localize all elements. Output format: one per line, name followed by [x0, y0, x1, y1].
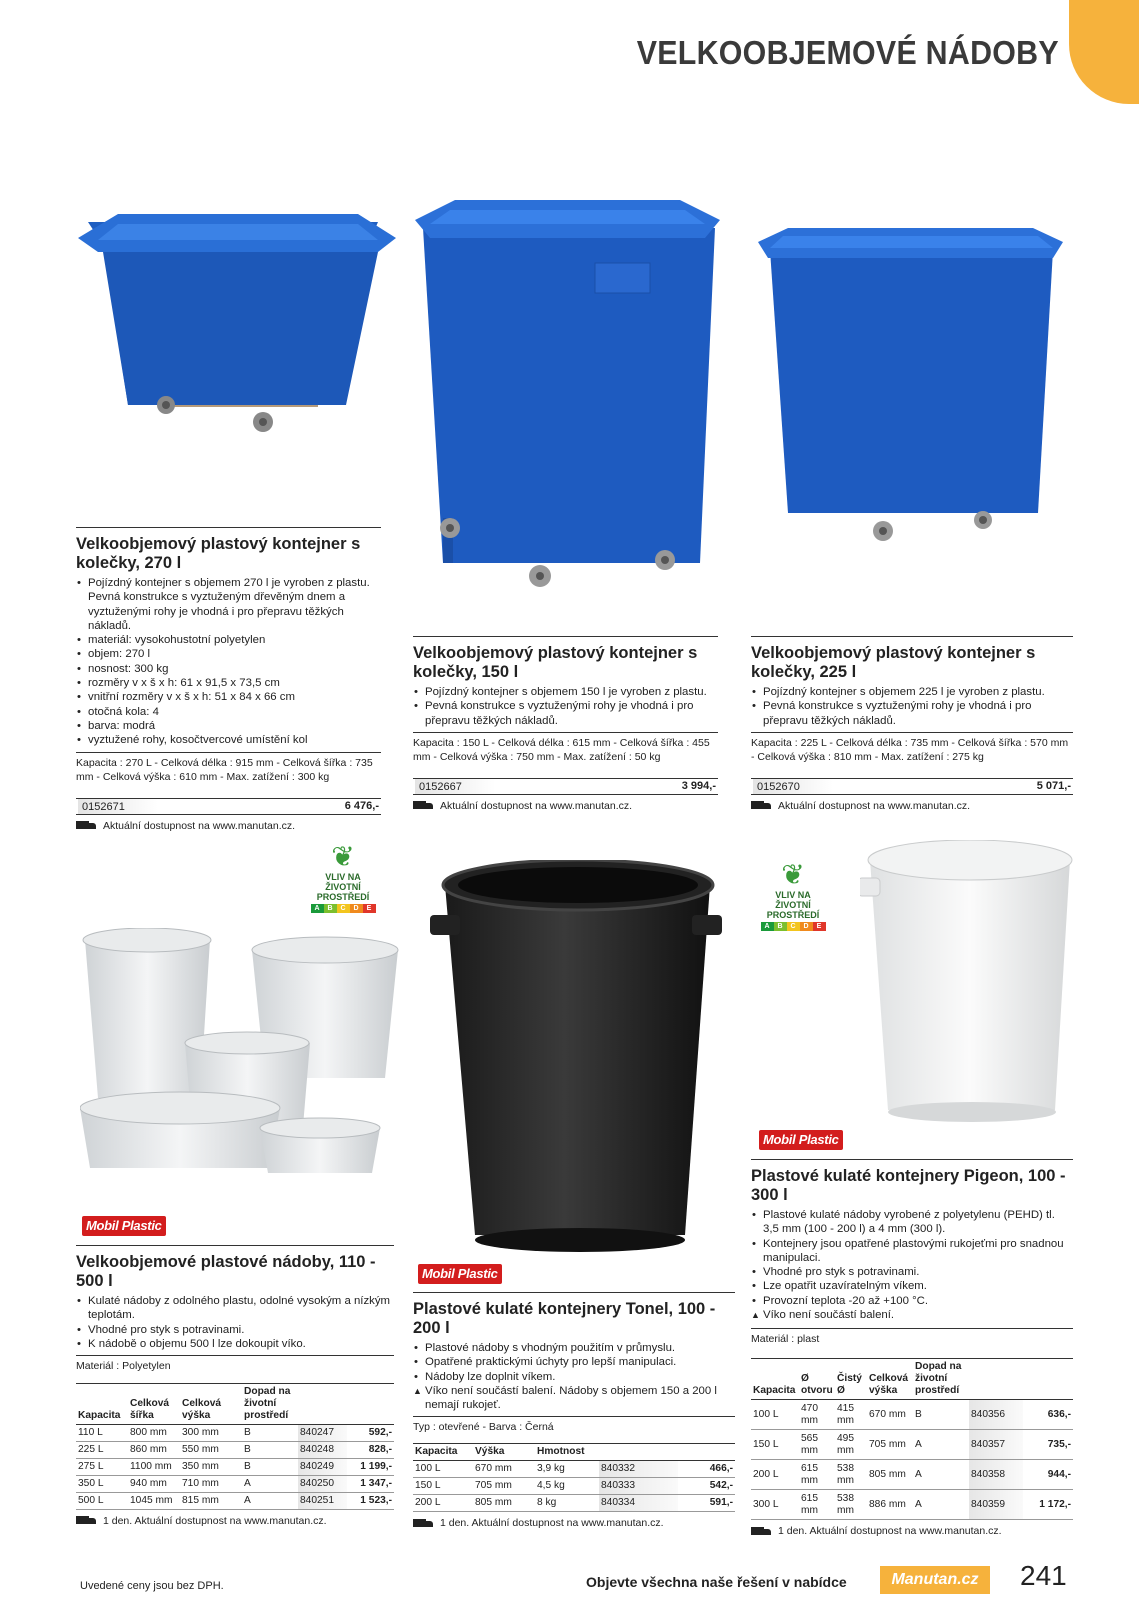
- variant-table: [76, 1383, 394, 1510]
- cell: 1045 mm: [128, 1493, 180, 1510]
- col-header: Celková výška: [180, 1384, 242, 1425]
- product-ref[interactable]: 0152670: [753, 779, 833, 794]
- truck-icon: [76, 821, 98, 831]
- cell: 805 mm: [473, 1495, 535, 1512]
- truck-icon: [413, 801, 435, 811]
- product-title: Velkoobjemové plastové nádoby, 110 - 500 l: [76, 1253, 376, 1290]
- table-row: [413, 1495, 735, 1512]
- product-block-round: [76, 1245, 394, 1528]
- eco-grade: B: [774, 922, 787, 931]
- feature-item: • objem: 270 l: [76, 647, 381, 661]
- product-block-150l: [413, 636, 718, 813]
- price-cell: 466,-: [678, 1461, 735, 1478]
- material-line: Materiál : plast: [751, 1328, 1073, 1346]
- table-row: [413, 1478, 735, 1495]
- product-image-round-tubs: [80, 928, 405, 1198]
- eco-badge: [748, 860, 838, 931]
- cell: 500 L: [76, 1493, 128, 1510]
- feature-item: • K nádobě o objemu 500 l lze dokoupit víko.: [76, 1337, 394, 1351]
- col-header: [678, 1444, 735, 1461]
- col-header: [347, 1384, 394, 1425]
- cell: 200 L: [751, 1460, 799, 1490]
- spec-line: Typ : otevřené - Barva : Černá: [413, 1416, 735, 1434]
- price-cell: 1 523,-: [347, 1493, 394, 1510]
- price-cell: 944,-: [1023, 1460, 1073, 1490]
- product-title: Plastové kulaté kontejnery Tonel, 100 - 200 l: [413, 1300, 716, 1337]
- feature-item: • Pevná konstrukce s vyztuženými rohy je vhodná i pro přepravu těžkých nákladů.: [413, 699, 718, 728]
- product-price: 3 994,-: [681, 780, 716, 793]
- cell: 200 L: [413, 1495, 473, 1512]
- table-row: [751, 1430, 1073, 1460]
- col-header: [298, 1384, 347, 1425]
- divider: [751, 636, 1073, 637]
- feature-list: [76, 1294, 394, 1351]
- cell: 350 mm: [180, 1459, 242, 1476]
- availability: [413, 799, 718, 813]
- feature-list: [413, 1341, 735, 1412]
- footer-note: Uvedené ceny jsou bez DPH.: [80, 1580, 224, 1592]
- table-row: [413, 1461, 735, 1478]
- col-header: [969, 1359, 1023, 1400]
- cell: 470 mm: [799, 1400, 835, 1430]
- cell: 705 mm: [867, 1430, 913, 1460]
- product-ref[interactable]: 0152667: [415, 779, 495, 794]
- eco-grade: E: [813, 922, 826, 931]
- cell: 615 mm: [799, 1460, 835, 1490]
- availability-text: 1 den. Aktuální dostupnost na www.manutan.cz.: [440, 1517, 664, 1530]
- feature-item: • Vhodné pro styk s potravinami.: [76, 1323, 394, 1337]
- availability: [76, 819, 381, 833]
- availability: [76, 1514, 394, 1528]
- cell: 565 mm: [799, 1430, 835, 1460]
- cell: 110 L: [76, 1425, 128, 1442]
- ref-cell[interactable]: 840333: [599, 1478, 678, 1495]
- table-header-row: [413, 1444, 735, 1461]
- product-price: 6 476,-: [344, 799, 379, 812]
- cell: 886 mm: [867, 1490, 913, 1520]
- brand-logo: Mobil Plastic: [759, 1130, 843, 1150]
- cell: 3,9 kg: [535, 1461, 599, 1478]
- table-row: [76, 1459, 394, 1476]
- product-block-tonel: [413, 1292, 735, 1531]
- price-cell: 1 347,-: [347, 1476, 394, 1493]
- cell: 805 mm: [867, 1460, 913, 1490]
- cell: 815 mm: [180, 1493, 242, 1510]
- feature-item: • Plastové nádoby s vhodným použitím v průmyslu.: [413, 1341, 735, 1355]
- eco-grade: A: [761, 922, 774, 931]
- product-image-pigeon: [860, 840, 1085, 1130]
- feature-item: • Provozní teplota -20 až +100 °C.: [751, 1294, 1073, 1308]
- ref-cell[interactable]: 840249: [298, 1459, 347, 1476]
- col-header: Celková šířka: [128, 1384, 180, 1425]
- eco-grade: A: [311, 904, 324, 913]
- eco-scale: [748, 922, 838, 931]
- feature-list: [76, 576, 381, 748]
- table-row: [751, 1490, 1073, 1520]
- cell: 800 mm: [128, 1425, 180, 1442]
- eco-label: VLIV NA: [775, 890, 811, 900]
- product-title: Velkoobjemový plastový kontejner s kolečky, 270 l: [76, 535, 361, 572]
- variant-table: [413, 1443, 735, 1512]
- divider: [413, 1292, 735, 1293]
- feature-item: • Nádoby lze doplnit víkem.: [413, 1370, 735, 1384]
- col-header: Hmotnost: [535, 1444, 599, 1461]
- page-title: VELKOOBJEMOVÉ NÁDOBY: [636, 34, 1059, 71]
- feature-item: • otočná kola: 4: [76, 705, 381, 719]
- availability: [413, 1516, 735, 1530]
- price-bar: [76, 798, 381, 815]
- availability: [751, 799, 1073, 813]
- ref-cell[interactable]: 840358: [969, 1460, 1023, 1490]
- cell: 670 mm: [867, 1400, 913, 1430]
- eco-grade: C: [337, 904, 350, 913]
- feature-item: • Pojízdný kontejner s objemem 225 l je vyroben z plastu.: [751, 685, 1073, 699]
- col-header: Kapacita: [751, 1359, 799, 1400]
- col-header: [599, 1444, 678, 1461]
- eco-scale: [298, 904, 388, 913]
- table-row: [76, 1493, 394, 1510]
- spec-line: Kapacita : 150 L - Celková délka : 615 mm - Celková šířka : 455 mm - Celková výška : 750 mm - Max. zatížení : 50 kg: [413, 732, 718, 764]
- corner-tab: [1069, 0, 1139, 104]
- product-image-150l: [415, 198, 720, 608]
- col-header: Ø otvoru: [799, 1359, 835, 1400]
- cell: 150 L: [751, 1430, 799, 1460]
- ref-cell[interactable]: 840247: [298, 1425, 347, 1442]
- price-cell: 592,-: [347, 1425, 394, 1442]
- brand-logo: Mobil Plastic: [418, 1264, 502, 1284]
- spec-line: Kapacita : 270 L - Celková délka : 915 mm - Celková šířka : 735 mm - Celková výška : 610 mm - Max. zatížení : 300 kg: [76, 752, 381, 784]
- cell: 538 mm: [835, 1460, 867, 1490]
- product-block-225l: [751, 636, 1073, 813]
- eco-label: VLIV NA: [325, 872, 361, 882]
- feature-item: • Pevná konstrukce s vyztuženými rohy je vhodná i pro přepravu těžkých nákladů.: [751, 699, 1073, 728]
- cell: 8 kg: [535, 1495, 599, 1512]
- eco-badge: [298, 842, 388, 913]
- price-cell: 1 199,-: [347, 1459, 394, 1476]
- cell: 300 L: [751, 1490, 799, 1520]
- cell: B: [242, 1425, 298, 1442]
- variant-table: [751, 1358, 1073, 1520]
- divider: [76, 1245, 394, 1246]
- table-header-row: [751, 1359, 1073, 1400]
- col-header: Celková výška: [867, 1359, 913, 1400]
- ref-cell[interactable]: 840334: [599, 1495, 678, 1512]
- eco-grade: D: [350, 904, 363, 913]
- feature-item: • vnitřní rozměry v x š x h: 51 x 84 x 66 cm: [76, 690, 381, 704]
- table-header-row: [76, 1384, 394, 1425]
- feature-item: • rozměry v x š x h: 61 x 91,5 x 73,5 cm: [76, 676, 381, 690]
- feature-list: [413, 685, 718, 728]
- feature-item: • Plastové kulaté nádoby vyrobené z polyetylenu (PEHD) tl. 3,5 mm (100 - 200 l) a 4 mm (300 l).: [751, 1208, 1073, 1237]
- ref-cell[interactable]: 840251: [298, 1493, 347, 1510]
- warning-item: ▲ Víko není součástí balení.: [751, 1308, 1073, 1322]
- cell: 100 L: [413, 1461, 473, 1478]
- ref-cell[interactable]: 840248: [298, 1442, 347, 1459]
- col-header: [1023, 1359, 1073, 1400]
- eco-grade: C: [787, 922, 800, 931]
- cell: A: [913, 1430, 969, 1460]
- eco-label: ŽIVOTNÍ PROSTŘEDÍ: [766, 900, 820, 920]
- cell: B: [242, 1459, 298, 1476]
- ref-cell[interactable]: 840356: [969, 1400, 1023, 1430]
- leaf-globe-icon: ❦: [781, 859, 805, 890]
- cell: 150 L: [413, 1478, 473, 1495]
- eco-grade: D: [800, 922, 813, 931]
- spec-line: Kapacita : 225 L - Celková délka : 735 mm - Celková šířka : 570 mm - Celková výška : 810 mm - Max. zatížení : 275 kg: [751, 732, 1073, 764]
- cell: B: [913, 1400, 969, 1430]
- cell: 710 mm: [180, 1476, 242, 1493]
- col-header: Kapacita: [413, 1444, 473, 1461]
- feature-item: • barva: modrá: [76, 719, 381, 733]
- col-header: Čistý Ø: [835, 1359, 867, 1400]
- availability-text: Aktuální dostupnost na www.manutan.cz.: [440, 799, 633, 812]
- product-block-pigeon: [751, 1159, 1073, 1539]
- price-cell: 735,-: [1023, 1430, 1073, 1460]
- cell: 705 mm: [473, 1478, 535, 1495]
- cell: 415 mm: [835, 1400, 867, 1430]
- feature-item: • Lze opatřit uzavíratelným víkem.: [751, 1279, 1073, 1293]
- eco-grade: B: [324, 904, 337, 913]
- feature-item: • nosnost: 300 kg: [76, 662, 381, 676]
- product-image-tonel: [430, 860, 722, 1260]
- product-image-225l: [758, 228, 1063, 543]
- price-cell: 542,-: [678, 1478, 735, 1495]
- cell: 300 mm: [180, 1425, 242, 1442]
- brand-logo: Mobil Plastic: [82, 1216, 166, 1236]
- availability-text: Aktuální dostupnost na www.manutan.cz.: [778, 799, 971, 812]
- manutan-logo[interactable]: Manutan.cz: [880, 1566, 990, 1594]
- product-image-270l: [78, 210, 396, 455]
- col-header: Výška: [473, 1444, 535, 1461]
- cell: 495 mm: [835, 1430, 867, 1460]
- price-bar: [751, 778, 1073, 795]
- table-row: [76, 1442, 394, 1459]
- warning-item: ▲ Víko není součástí balení. Nádoby s objemem 150 a 200 l nemají rukojeť.: [413, 1384, 735, 1413]
- product-price: 5 071,-: [1036, 780, 1071, 793]
- table-row: [76, 1425, 394, 1442]
- truck-icon: [413, 1519, 435, 1529]
- availability-text: 1 den. Aktuální dostupnost na www.manutan.cz.: [778, 1525, 1002, 1538]
- cell: 350 L: [76, 1476, 128, 1493]
- cell: 1100 mm: [128, 1459, 180, 1476]
- price-cell: 1 172,-: [1023, 1490, 1073, 1520]
- truck-icon: [751, 1527, 773, 1537]
- feature-item: • vyztužené rohy, kosočtvercové umístění kol: [76, 733, 381, 747]
- price-cell: 828,-: [347, 1442, 394, 1459]
- cell: A: [242, 1476, 298, 1493]
- cell: 940 mm: [128, 1476, 180, 1493]
- table-row: [76, 1476, 394, 1493]
- page-number: 241: [1020, 1560, 1067, 1591]
- divider: [76, 527, 381, 528]
- product-title: Velkoobjemový plastový kontejner s kolečky, 150 l: [413, 644, 698, 681]
- table-row: [751, 1460, 1073, 1490]
- material-line: Materiál : Polyetylen: [76, 1355, 394, 1373]
- divider: [751, 1159, 1073, 1160]
- feature-item: • Kontejnery jsou opatřené plastovými rukojeťmi pro snadnou manipulaci.: [751, 1237, 1073, 1266]
- feature-list: [751, 685, 1073, 728]
- product-title: Plastové kulaté kontejnery Pigeon, 100 - 300 l: [751, 1167, 1066, 1204]
- truck-icon: [751, 801, 773, 811]
- cell: 100 L: [751, 1400, 799, 1430]
- price-cell: 591,-: [678, 1495, 735, 1512]
- truck-icon: [76, 1516, 98, 1526]
- cell: 275 L: [76, 1459, 128, 1476]
- table-row: [751, 1400, 1073, 1430]
- feature-item: • Vhodné pro styk s potravinami.: [751, 1265, 1073, 1279]
- cell: B: [242, 1442, 298, 1459]
- feature-list: [751, 1208, 1073, 1322]
- cell: A: [913, 1490, 969, 1520]
- cell: A: [242, 1493, 298, 1510]
- footer-cta[interactable]: Objevte všechna naše řešení v nabídce: [586, 1574, 847, 1590]
- product-ref[interactable]: 0152671: [78, 799, 158, 814]
- product-title: Velkoobjemový plastový kontejner s kolečky, 225 l: [751, 644, 1036, 681]
- cell: 538 mm: [835, 1490, 867, 1520]
- cell: 615 mm: [799, 1490, 835, 1520]
- feature-item: • materiál: vysokohustotní polyetylen: [76, 633, 381, 647]
- ref-cell[interactable]: 840332: [599, 1461, 678, 1478]
- price-bar: [413, 778, 718, 795]
- ref-cell[interactable]: 840250: [298, 1476, 347, 1493]
- product-block-270l: [76, 527, 381, 833]
- cell: 225 L: [76, 1442, 128, 1459]
- eco-grade: E: [363, 904, 376, 913]
- cell: 4,5 kg: [535, 1478, 599, 1495]
- feature-item: • Opatřené praktickými úchyty pro lepší manipulaci.: [413, 1355, 735, 1369]
- ref-cell[interactable]: 840357: [969, 1430, 1023, 1460]
- cell: A: [913, 1460, 969, 1490]
- cell: 860 mm: [128, 1442, 180, 1459]
- col-header: Dopad na životní prostředí: [913, 1359, 969, 1400]
- cell: 550 mm: [180, 1442, 242, 1459]
- availability-text: Aktuální dostupnost na www.manutan.cz.: [103, 819, 296, 832]
- feature-item: • Pojízdný kontejner s objemem 150 l je vyroben z plastu.: [413, 685, 718, 699]
- availability-text: 1 den. Aktuální dostupnost na www.manutan.cz.: [103, 1515, 327, 1528]
- feature-item: • Pojízdný kontejner s objemem 270 l je vyroben z plastu. Pevná konstrukce s vyztuženým dřevěným dnem a vyztuženými rohy je vhodná i pro přepravu těžkých nákladů.: [76, 576, 381, 633]
- ref-cell[interactable]: 840359: [969, 1490, 1023, 1520]
- divider: [413, 636, 718, 637]
- col-header: Kapacita: [76, 1384, 128, 1425]
- leaf-globe-icon: ❦: [331, 841, 355, 872]
- price-cell: 636,-: [1023, 1400, 1073, 1430]
- col-header: Dopad na životní prostředí: [242, 1384, 298, 1425]
- cell: 670 mm: [473, 1461, 535, 1478]
- feature-item: • Kulaté nádoby z odolného plastu, odolné vysokým a nízkým teplotám.: [76, 1294, 394, 1323]
- eco-label: ŽIVOTNÍ PROSTŘEDÍ: [316, 882, 370, 902]
- availability: [751, 1524, 1073, 1538]
